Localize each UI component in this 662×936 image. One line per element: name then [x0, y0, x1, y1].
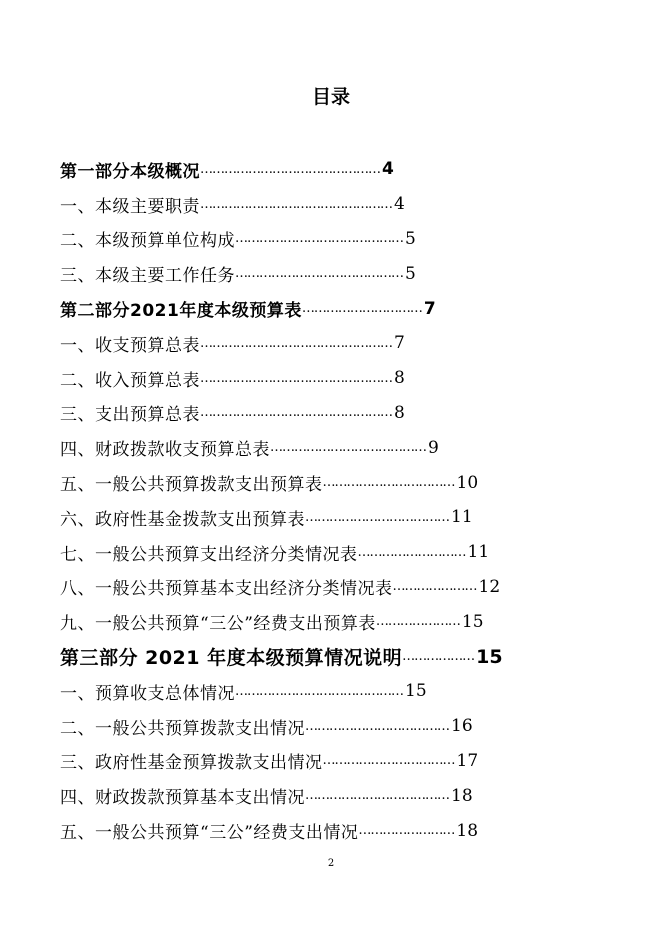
toc-entry-page: 11 — [451, 507, 473, 528]
toc-entry-page: 4 — [382, 159, 394, 180]
toc-entry-label: 二、本级预算单位构成 — [60, 231, 235, 252]
toc-entry-page: 5 — [405, 228, 416, 249]
toc-entry-label: 二、一般公共预算拨款支出情况 — [60, 718, 305, 739]
toc-leader-dots: ……………………………… — [305, 788, 449, 804]
toc-entry[interactable] — [60, 778, 530, 813]
toc-entry-page: 15 — [476, 645, 503, 668]
toc-entry-label: 六、政府性基金拨款支出预算表 — [60, 509, 305, 530]
toc-leader-dots: …………………………… — [322, 753, 455, 769]
toc-entry-page: 18 — [456, 820, 479, 841]
toc-entry-page: 4 — [394, 194, 405, 215]
page-number: 2 — [327, 858, 335, 869]
toc-entry-label: 四、财政拨款收支预算总表 — [60, 440, 270, 461]
toc-entry[interactable] — [60, 465, 530, 500]
toc-leader-dots: ………………………………………… — [200, 335, 392, 351]
toc-entry-page: 12 — [478, 576, 501, 597]
toc-entry[interactable] — [60, 744, 530, 779]
toc-leader-dots: …………………………………… — [235, 266, 403, 282]
toc-entry[interactable] — [60, 709, 530, 744]
toc-entry[interactable] — [60, 326, 530, 361]
toc-entry-label: 四、财政拨款预算基本支出情况 — [60, 788, 305, 809]
toc-leader-dots: ……………………………… — [305, 718, 449, 734]
toc-entry[interactable] — [60, 570, 530, 605]
toc-entry-page: 10 — [456, 472, 479, 493]
toc-entry-page: 7 — [394, 333, 405, 354]
toc-entry[interactable] — [60, 187, 530, 222]
toc-entry[interactable] — [60, 500, 530, 535]
toc-leader-dots: …………………… — [358, 823, 455, 839]
toc-entry-label: 一、本级主要职责 — [60, 196, 200, 217]
toc-entry[interactable] — [60, 222, 530, 257]
toc-entry[interactable] — [60, 813, 530, 848]
toc-entry-label: 二、收入预算总表 — [60, 370, 200, 391]
toc-entry[interactable] — [60, 291, 530, 326]
toc-leader-dots: …………………………… — [322, 475, 455, 491]
toc-leader-dots: ……………… — [402, 649, 475, 665]
toc-leader-dots: ……………………… — [357, 544, 466, 560]
toc-leader-dots: …………………………………… — [235, 683, 403, 699]
toc-entry-page: 8 — [394, 368, 405, 389]
toc-entry-label: 一、预算收支总体情况 — [60, 683, 235, 704]
toc-entry-label: 三、支出预算总表 — [60, 405, 200, 426]
toc-leader-dots: ………………… — [375, 614, 460, 630]
toc-entry[interactable] — [60, 396, 530, 431]
toc-leader-dots: …………………………………… — [235, 231, 403, 247]
toc-entry-page: 15 — [405, 681, 427, 702]
table-of-contents — [60, 152, 530, 848]
toc-entry[interactable] — [60, 535, 530, 570]
toc-leader-dots: ………………………………… — [270, 440, 426, 456]
toc-entry[interactable] — [60, 639, 530, 674]
toc-entry-label: 第一部分本级概况 — [60, 161, 200, 182]
toc-entry-page: 7 — [423, 298, 436, 319]
toc-entry-page: 8 — [394, 402, 405, 423]
toc-leader-dots: ………………… — [392, 579, 477, 595]
toc-entry-page: 16 — [451, 716, 473, 737]
toc-leader-dots: ……………………………………… — [200, 161, 380, 177]
toc-leader-dots: ………………………………………… — [200, 405, 392, 421]
toc-entry-label: 五、一般公共预算拨款支出预算表 — [60, 475, 323, 496]
toc-entry-label: 九、一般公共预算“三公”经费支出预算表 — [60, 614, 376, 635]
toc-leader-dots: ……………………………… — [305, 509, 449, 525]
page-title: 目录 — [311, 86, 350, 108]
toc-leader-dots: ………………………………………… — [200, 370, 392, 386]
toc-entry-label: 五、一般公共预算“三公”经费支出情况 — [60, 823, 359, 844]
toc-leader-dots: ………………………………………… — [200, 196, 392, 212]
toc-entry-label: 七、一般公共预算支出经济分类情况表 — [60, 544, 358, 565]
toc-entry-label: 八、一般公共预算基本支出经济分类情况表 — [60, 579, 393, 600]
toc-leader-dots: ………………………… — [301, 301, 422, 317]
toc-entry-page: 18 — [451, 785, 473, 806]
toc-entry-page: 9 — [428, 437, 439, 458]
toc-entry-label: 一、收支预算总表 — [60, 335, 200, 356]
toc-entry-page: 15 — [461, 611, 484, 632]
toc-entry[interactable] — [60, 604, 530, 639]
toc-entry-page: 17 — [456, 750, 479, 771]
toc-entry-label: 第三部分 2021 年度本级预算情况说明 — [60, 647, 403, 670]
toc-entry-page: 11 — [467, 542, 490, 563]
toc-entry-label: 三、政府性基金预算拨款支出情况 — [60, 753, 323, 774]
toc-entry[interactable] — [60, 674, 530, 709]
toc-entry-label: 三、本级主要工作任务 — [60, 266, 235, 287]
toc-entry[interactable] — [60, 152, 530, 187]
toc-entry[interactable] — [60, 430, 530, 465]
toc-entry-label: 第二部分2021年度本级预算表 — [60, 301, 302, 322]
toc-entry[interactable] — [60, 256, 530, 291]
toc-entry[interactable] — [60, 361, 530, 396]
toc-entry-page: 5 — [405, 263, 416, 284]
